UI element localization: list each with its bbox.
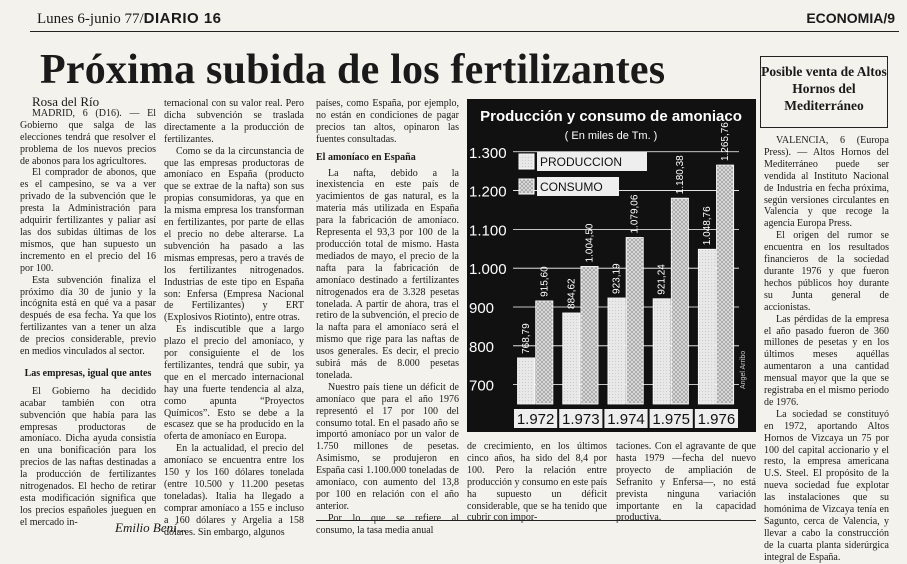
x-tick-label: 1.976	[697, 411, 736, 428]
y-tick-label: 800	[469, 338, 495, 356]
legend-label-consumo: CONSUMO	[540, 180, 603, 194]
bar-produccion	[608, 298, 625, 404]
paragraph: El origen del rumor se encuentra en los resultados financieros de la sociedad durante 1976 y que fueron hechos públicos hoy durante su Junta general de accionistas.	[764, 230, 889, 313]
y-tick-label: 1.300	[469, 144, 507, 162]
sidebar-title-box	[760, 56, 888, 128]
y-tick-label: 1.000	[469, 261, 507, 279]
bar-produccion	[653, 299, 670, 404]
bar-consumo	[716, 165, 733, 404]
article-column-2	[164, 98, 304, 538]
next-article-byline: Emilio Bení...	[115, 520, 187, 535]
legend-label-produccion: PRODUCCION	[540, 155, 623, 169]
chart-svg	[467, 99, 756, 432]
bottom-rule	[316, 520, 756, 521]
paragraph: ternacional con su valor real. Pero dicha subvención se traslada directamente a la producción de fertilizantes.	[164, 98, 304, 145]
page-header-date	[37, 10, 222, 28]
bar-consumo	[536, 301, 553, 404]
bar-value-label: 1.180,38	[674, 155, 686, 195]
bar-value-label: 1.265,76	[720, 122, 732, 162]
paragraph: Por lo que se refiere al consumo, la tasa media anual	[316, 512, 459, 536]
bar-consumo	[626, 237, 643, 404]
subheading: El amoníaco en España	[316, 151, 416, 163]
y-tick-label: 700	[469, 377, 495, 395]
sidebar-title: Posible venta de Altos Hornos del Mediterráneo	[761, 64, 887, 113]
article-column-3	[316, 98, 459, 536]
article-column-4	[467, 441, 607, 524]
bar-consumo	[671, 198, 688, 404]
byline: Rosa del Río	[32, 94, 100, 109]
article-column-5	[616, 441, 756, 524]
bar-produccion	[563, 313, 580, 404]
bar-value-label: 1.079,06	[629, 194, 641, 234]
paragraph: La sociedad se constituyó en 1972, aportando Altos Hornos de Vizcaya un 75 por 100 del capital accionario y el resto, la empresa americana U.S. Steel. El propósito de la nueva sociedad fue explotar las instalaciones que su homónima de Vizcaya tenía en Sagunto, cerca de Valencia, y llevar a cabo la construcción de la cuarta planta siderúrgica integral de España.	[764, 408, 889, 563]
section-label: ECONOMIA/9	[806, 10, 895, 26]
bar-value-label: 1.004,50	[584, 223, 596, 263]
issue-date: Lunes 6-junio 77/	[37, 11, 144, 27]
paragraph: países, como España, por ejemplo, no están en condiciones de pagar precios tan altos, opinaron las fuentes consultadas.	[316, 98, 459, 145]
paragraph: MADRID, 6 (D16). — El Gobierno que salga de las elecciones tendrá que resolver el problema de los nuevos precios de abonos para los agricultores.	[20, 107, 156, 167]
legend-swatch-produccion	[519, 154, 534, 169]
x-tick-label: 1.975	[652, 411, 690, 428]
ammonia-chart	[467, 99, 756, 432]
sidebar-column	[764, 135, 889, 563]
bar-value-label: 921,24	[656, 264, 668, 295]
paragraph: El comprador de abonos, que es el campesino, se va a ver privado de la subvención que le presta la Administración para adquirir fertilizantes y paliar así las dos subidas últimas de los mismos, que han supuesto un incremento en el precio del 16 por 100.	[20, 167, 156, 274]
x-tick-label: 1.972	[516, 411, 555, 428]
x-tick-label: 1.973	[562, 411, 600, 428]
y-tick-label: 1.200	[469, 183, 507, 201]
header-rule	[30, 31, 899, 32]
paragraph: Es indiscutible que a largo plazo el precio del amoníaco, y por consiguiente el de los fertilizantes, tendrá que subir, ya que en el mercado internacional hay una fuerte tendencia al alza, como apunta “Proyectos Químicos”. Esto se debe a la escasez que se ha producido en la oferta de amoníaco en Europa.	[164, 324, 304, 443]
x-tick-label: 1.974	[607, 411, 645, 428]
paragraph: VALENCIA, 6 (Europa Press). — Altos Hornos del Mediterráneo puede ser vendida al Instituto Nacional de Industria en fecha próxima, según versiones circulantes en Valencia y que recoge la agencia Europa Press.	[764, 135, 889, 230]
bar-consumo	[581, 266, 598, 404]
bar-value-label: 915,60	[539, 266, 551, 297]
paragraph: El Gobierno ha decidido acabar también con otra subvención que había para las empresas productoras de amoníaco. Dicha ayuda consistía en una bonificación para los precios de las naftas destinadas a la producción de fertilizantes nitrogenados. El hecho de retirar esta modificación significa que los precios españoles jueguen en el mercado in-	[20, 385, 156, 528]
chart-title: Producción y consumo de amoniaco	[480, 108, 742, 125]
paragraph: Las pérdidas de la empresa el año pasado fueron de 360 millones de pesetas y en los últimos meses aquéllas aumentaron a una cantidad mensual mayor que la que se registraba en el mismo periodo de 1976.	[764, 313, 889, 408]
paragraph: La nafta, debido a la inexistencia en este país de yacimientos de gas natural, es la materia más utilizada en España para la fabricación de amoníaco. Representa el 93,3 por 100 de la producción total de mismo. Hasta mediados de mayo, el precio de la nafta para la fabricación de amoníaco destinado a fertilizantes nitrogenados era de 3.328 pesetas tonelada. A partir de ahora, tras el retiro de la subvención, el precio de la nafta para el amoníaco será el mismo que rige para las naftas de usos generales. Es decir, el precio subirá más de 8.000 pesetas tonelada.	[316, 167, 459, 381]
y-tick-label: 1.100	[469, 222, 507, 240]
paragraph: Esta subvención finaliza el próximo día 30 de junio y la incógnita está en qué va a pasar después de esa fecha. Ya que los fertilizantes van a tener un alza de precios considerable, previo en medios vinculados al sector.	[20, 274, 156, 358]
bar-value-label: 884,62	[566, 278, 578, 309]
paragraph: de crecimiento, en los últimos cinco años, ha sido del 8,4 por 100. Pero la relación entre producción y consumo en este país ha supuesto un déficit considerable, que se ha tenido que cubrir con impor-	[467, 441, 607, 524]
bar-produccion	[698, 249, 715, 404]
y-tick-label: 900	[469, 299, 495, 317]
paragraph: taciones. Con el agravante de que hasta 1979 —fecha del nuevo proyecto de ampliación de Sefranito y Enfersa—, no está prevista ninguna variación importante en la capacidad productiva.	[616, 441, 756, 524]
subheading: Las empresas, igual que antes	[24, 367, 152, 379]
paragraph: Nuestro país tiene un déficit de amoníaco que para el año 1976 representó el 17 por 100 del consumo total. En el pasado año se importó amoníaco por un valor de 1.750 millones de pesetas. Asimismo, se produjeron en España casi 1.100.000 toneladas de amoníaco, con aumento del 13,8 por 100 en relación con el año anterior.	[316, 381, 459, 512]
chart-credit: Angel Arribo	[740, 350, 747, 389]
bar-value-label: 1.048,76	[701, 206, 713, 246]
bar-value-label: 923,19	[611, 263, 623, 294]
article-column-1	[20, 94, 156, 528]
chart-subtitle: ( En miles de Tm. )	[564, 130, 658, 142]
paragraph: En la actualidad, el precio del amoníaco se encuentra entre los 150 y los 160 dólares tonelada (entre 10.500 y 11.200 pesetas toneladas). Italia ha llegado a comprar amoníaco a 155 e incluso a 160 dólares y Argelia a 158 dólares. Sin embargo, algunos	[164, 443, 304, 538]
headline: Próxima subida de los fertilizantes	[40, 47, 666, 93]
bar-produccion	[518, 358, 535, 404]
legend-swatch-consumo	[519, 179, 534, 194]
publication-name: DIARIO 16	[143, 10, 222, 27]
bar-value-label: 768,79	[521, 323, 533, 354]
paragraph: Como se da la circunstancia de que las empresas productoras de amoníaco en España (producto que se extrae de la nafta) son sus propias consumidoras, ya que en la misma empresa los transforman en fertilizantes, por parte de ellas el precio no debe alterarse. La subvención ha pasado a las mismas empresas, pero a través de los fertilizantes nitrogenados. Industrias de este tipo en España son: Enfersa (Empresa Nacional de Fertilizantes) y ERT (Explosivos Riotinto), entre otras.	[164, 145, 304, 324]
